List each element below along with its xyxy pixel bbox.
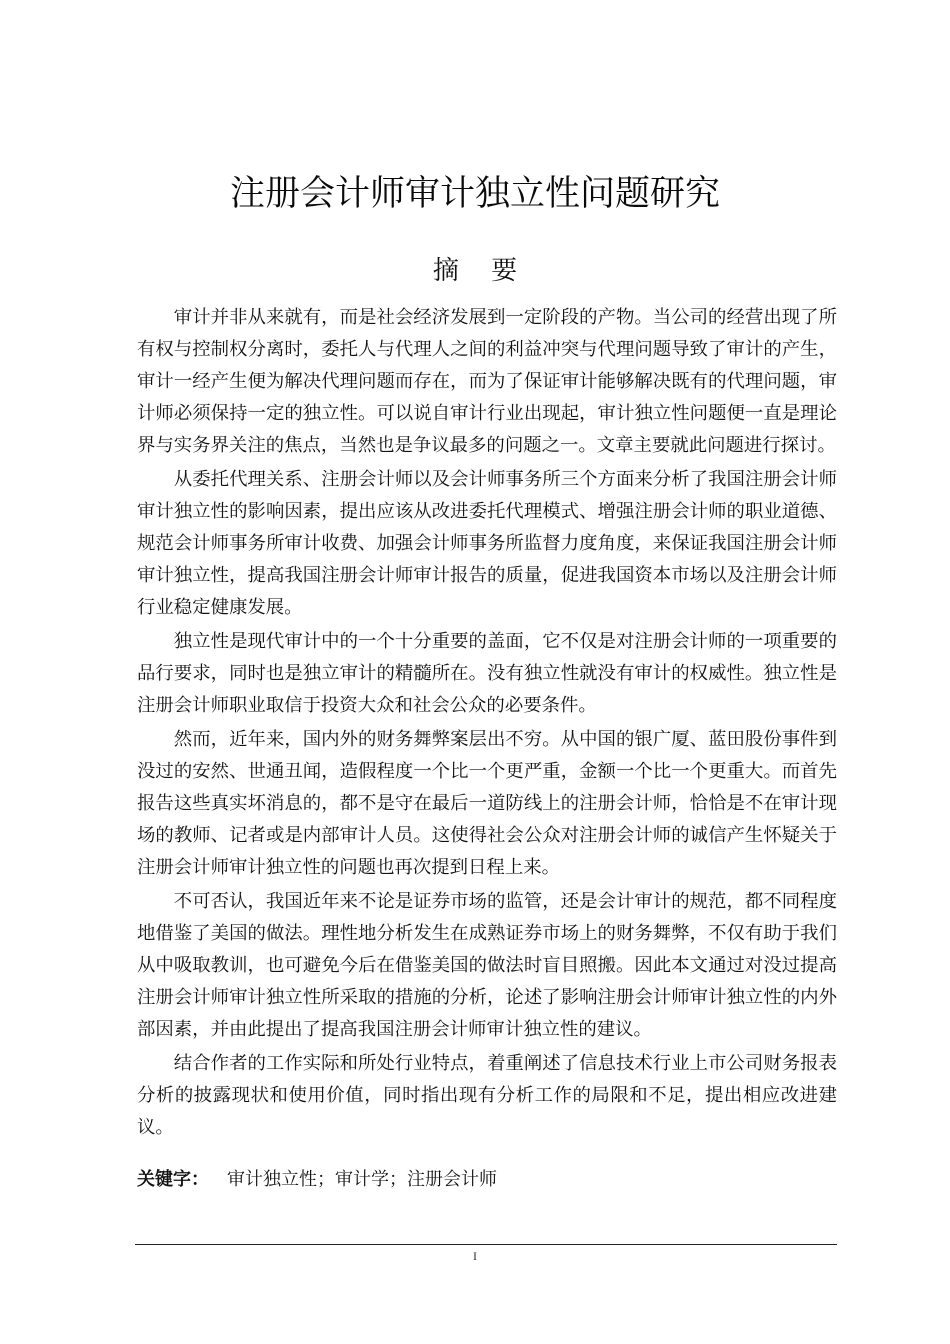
- keywords-value: 审计独立性；审计学；注册会计师: [227, 1169, 497, 1190]
- keywords-line: [137, 1166, 837, 1194]
- document-title: 注册会计师审计独立性问题研究: [229, 174, 720, 214]
- abstract-heading: 摘 要: [432, 256, 530, 286]
- abstract-paragraph: 独立性是现代审计中的一个十分重要的盖面，它不仅是对注册会计师的一项重要的品行要求，同时也是独立审计的精髓所在。没有独立性就没有审计的权威性。独立性是注册会计师职业取信于投资大众和社会公众的必要条件。: [137, 631, 837, 716]
- page-number: I: [473, 1249, 477, 1263]
- abstract-paragraph: 不可否认，我国近年来不论是证券市场的监管，还是会计审计的规范，都不同程度地借鉴了美国的做法。理性地分析发生在成熟证券市场上的财务舞弊，不仅有助于我们从中吸取教训，也可避免今后在借鉴美国的做法时盲目照搬。因此本文通过对没过提高注册会计师审计独立性所采取的措施的分析，论述了影响注册会计师审计独立性的内外部因素，并由此提出了提高我国注册会计师审计独立性的建议。: [137, 891, 837, 1040]
- abstract-paragraph: 审计并非从来就有，而是社会经济发展到一定阶段的产物。当公司的经营出现了所有权与控制权分离时，委托人与代理人之间的利益冲突与代理问题导致了审计的产生，审计一经产生便为解决代理问题而存在，而为了保证审计能够解决既有的代理问题，审计师必须保持一定的独立性。可以说自审计行业出现起，审计独立性问题便一直是理论界与实务界关注的焦点，当然也是争议最多的问题之一。文章主要就此问题进行探讨。: [137, 307, 837, 456]
- footer-divider: [135, 1244, 837, 1245]
- abstract-paragraph: 从委托代理关系、注册会计师以及会计师事务所三个方面来分析了我国注册会计师审计独立性的影响因素，提出应该从改进委托代理模式、增强注册会计师的职业道德、规范会计师事务所审计收费、加强会计师事务所监督力度角度，来保证我国注册会计师审计独立性，提高我国注册会计师审计报告的质量，促进我国资本市场以及注册会计师行业稳定健康发展。: [137, 469, 837, 618]
- abstract-body: [137, 302, 837, 1146]
- abstract-paragraph: 结合作者的工作实际和所处行业特点，着重阐述了信息技术行业上市公司财务报表分析的披露现状和使用价值，同时指出现有分析工作的局限和不足，提出相应改进建议。: [137, 1053, 837, 1138]
- abstract-paragraph: 然而，近年来，国内外的财务舞弊案层出不穷。从中国的银广厦、蓝田股份事件到没过的安然、世通丑闻，造假程度一个比一个更严重，金额一个比一个更重大。而首先报告这些真实坏消息的，都不是守在最后一道防线上的注册会计师，恰恰是不在审计现场的教师、记者或是内部审计人员。这使得社会公众对注册会计师的诚信产生怀疑关于注册会计师审计独立性的问题也再次提到日程上来。: [137, 729, 837, 878]
- keywords-label: 关键字：: [137, 1169, 209, 1190]
